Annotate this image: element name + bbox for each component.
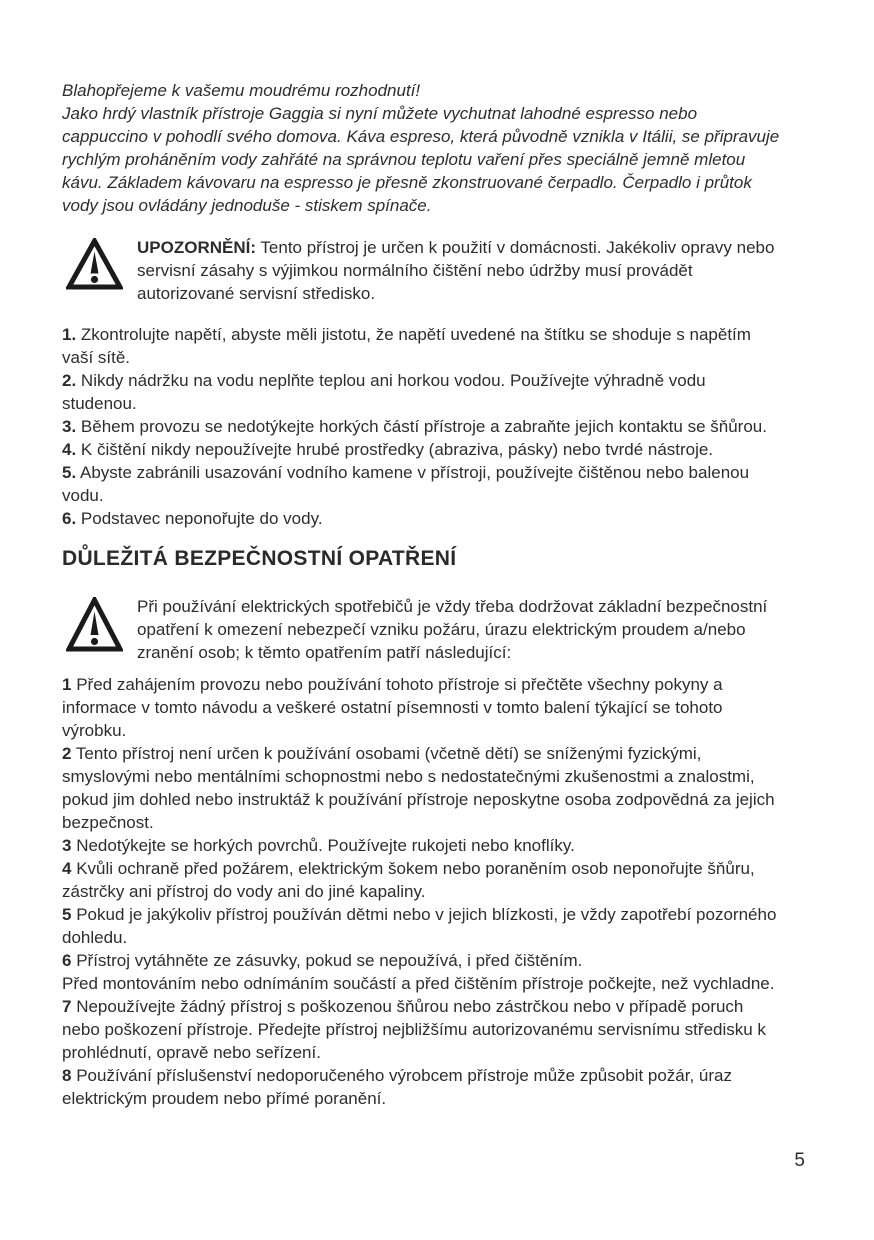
- safety-item-1: 1. Zkontrolujte napětí, abyste měli jistotu, že napětí uvedené na štítku se shoduje s napětím vaší sítě.: [62, 325, 751, 367]
- precaution-item-2: 2 Tento přístroj není určen k používání osobami (včetně dětí) se sníženými fyzickými, smyslovými nebo mentálními schopnostmi nebo s nedostatečnými zkušenostmi a znalostmi, pokud jim dohled nebo instruktáž k používání přístroje neposkytne osoba zodpovědná za jejich bezpečnost.: [62, 744, 775, 832]
- precaution-item-1: 1 Před zahájením provozu nebo používání tohoto přístroje si přečtěte všechny pokyny a informace v tomto návodu a veškeré ostatní písemnosti v tomto balení týkající se tohoto výrobku.: [62, 675, 723, 740]
- safety-item-2: 2. Nikdy nádržku na vodu neplňte teplou ani horkou vodou. Používejte výhradně vodu studenou.: [62, 371, 706, 413]
- warning-triangle-icon: [62, 236, 137, 290]
- safety-item-5: 5. Abyste zabránili usazování vodního kamene v přístroji, používejte čištěnou nebo balenou vodu.: [62, 463, 750, 505]
- safety-item-6: 6. Podstavec neponořujte do vody.: [62, 509, 323, 528]
- intro-greeting: Blahopřejeme k vašemu moudrému rozhodnutí!: [62, 81, 421, 100]
- household-warning-text: UPOZORNĚNÍ: Tento přístroj je určen k použití v domácnosti. Jakékoliv opravy nebo servisní zásahy s výjimkou normálního čištění nebo údržby musí provádět autorizované servisní středisko.: [137, 238, 775, 303]
- page-number: 5: [794, 1150, 805, 1171]
- precaution-item-8: 8 Používání příslušenství nedoporučeného výrobcem přístroje může způsobit požár, úraz elektrickým proudem nebo přímé poranění.: [62, 1066, 732, 1108]
- safety-item-3: 3. Během provozu se nedotýkejte horkých částí přístroje a zabraňte jejich kontaktu se šňůrou.: [62, 417, 767, 436]
- warning-label: UPOZORNĚNÍ:: [137, 238, 256, 257]
- precaution-item-3: 3 Nedotýkejte se horkých povrchů. Používejte rukojeti nebo knoflíky.: [62, 836, 575, 855]
- page-content: [62, 79, 782, 1110]
- intro-paragraph: Jako hrdý vlastník přístroje Gaggia si nyní můžete vychutnat lahodné espresso nebo cappuccino v pohodlí svého domova. Káva espreso, která původně vznikla v Itálii, se připravuje rychlým proháněním vody zahřáté na správnou teplotu vaření přes speciálně jemně mletou kávu. Základem kávovaru na espresso je přesně zkonstruované čerpadlo. Čerpadlo i průtok vody jsou ovládány jednoduše - stiskem spínače.: [62, 104, 780, 215]
- precaution-item-5: 5 Pokud je jakýkoliv přístroj používán dětmi nebo v jejich blízkosti, je vždy zapotřebí pozorného dohledu.: [62, 905, 777, 947]
- safety-list: [62, 323, 782, 530]
- safety-item-4: 4. K čištění nikdy nepoužívejte hrubé prostředky (abraziva, pásky) nebo tvrdé nástroje.: [62, 440, 714, 459]
- precaution-continuation: Před montováním nebo odnímáním součástí a před čištěním přístroje počkejte, než vychladne.: [62, 974, 775, 993]
- precautions-list: [62, 673, 782, 1110]
- precaution-item-4: 4 Kvůli ochraně před požárem, elektrickým šokem nebo poraněním osob neponořujte šňůru, zástrčky ani přístroj do vody ani do jiné kapaliny.: [62, 859, 755, 901]
- household-warning: [62, 236, 782, 305]
- section-heading: DŮLEŽITÁ BEZPEČNOSTNÍ OPATŘENÍ: [62, 547, 457, 570]
- electrical-warning: [62, 595, 782, 664]
- intro-section: [62, 79, 782, 217]
- electrical-warning-text: Při používání elektrických spotřebičů je vždy třeba dodržovat základní bezpečnostní opatření k omezení nebezpečí vzniku požáru, úrazu elektrickým proudem a/nebo zranění osob; k těmto opatřením patří následující:: [137, 597, 768, 662]
- precaution-item-6: 6 Přístroj vytáhněte ze zásuvky, pokud se nepoužívá, i před čištěním.: [62, 951, 583, 970]
- precaution-item-7: 7 Nepoužívejte žádný přístroj s poškozenou šňůrou nebo zástrčkou nebo v případě poruch nebo poškození přístroje. Předejte přístroj nejbližšímu autorizovanému servisnímu středisku k prohlédnutí, opravě nebo seřízení.: [62, 997, 766, 1062]
- warning-triangle-icon: [62, 595, 137, 652]
